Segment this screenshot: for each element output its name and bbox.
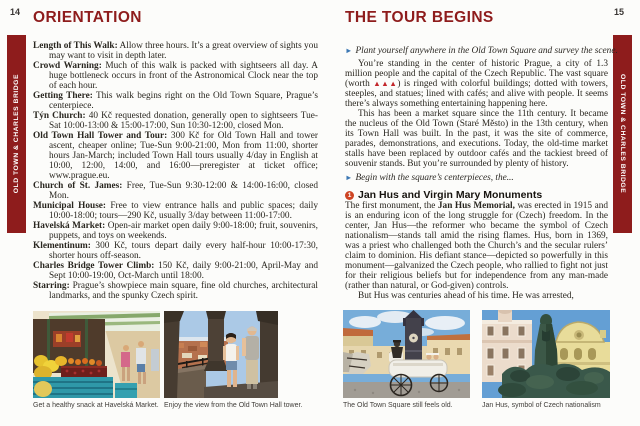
page-number-left: 14 [10,7,21,17]
orientation-entry [33,261,318,281]
entry-label: Starring: [33,281,70,291]
photo-jan-hus-statue [482,310,610,398]
orientation-entry [33,91,318,111]
tour-text [345,42,618,301]
direction-text: Begin with the square’s centerpieces, the... [355,173,514,183]
entry-label: Charles Bridge Tower Climb: [33,261,155,271]
entry-label: Municipal House: [33,201,107,211]
orientation-entry [33,111,318,131]
photo-town-hall-tower-view [164,311,278,398]
orientation-entry [33,131,318,181]
section-number-badge: 1 [345,191,354,200]
paragraph: But Hus was centuries ahead of his time. He was arrested, [358,291,574,301]
orientation-entry [33,41,318,61]
entry-text: Free to view entrance halls and public spaces; daily 10:00-18:00; tours—290 Kč, usually 3/day between 11:00-17:00. [49,201,319,221]
paragraph: This has been a market square since the 11th century. It became the nucleus of the Old Town (Staré Město) in the 13th century, when its Town Hall was built. In the past, it was the site of commerce, parades, demonstrations, and executions. Today, the old-time market stalls have been replaced by outdoor cafés and the tackiest breed of souvenir stands. But you’re surrounded by plenty of history. [345,109,608,169]
photo-caption: Get a healthy snack at Havelská Market. [33,402,159,409]
photo-havelska-market [33,311,160,398]
entry-text: Allow three hours. It’s a great overview of sights you may want to visit in depth later. [49,41,318,61]
entry-text: This walk begins right on the Old Town Square, Prague’s centerpiece. [49,91,318,111]
chapter-tab-right [613,35,632,233]
paragraph: The first monument, the Jan Hus Memorial, was erected in 1915 and is an enduring icon of the long struggle for (Czech) freedom. In the center, Jan Hus—the reformer who became the symbol of Czech nationalism—stands tall amid the rising flames. Hus, born in 1369, was a priest who challenged both the Church’s and the secular rulers’ claim to dominion. His defiant stance—depicted so powerfully in this monument—galvanized the Czech people, who rallied to fight not just for their religious beliefs but for independence from any man-made (rather than natural, or God-given) controls. [345,201,608,291]
paragraph: You’re standing in the center of historic Prague, a city of 1.3 million people and the capital of the Czech Republic. The vast square (worth ▲▲▲) is ringed with colorful buildings; dotted with towers, steeples, and statues; lined with cafés; and alive with people. It seems there’s always something entertaining happening here. [345,59,608,109]
walk-direction [345,46,618,56]
entry-label: Old Town Hall Tower and Tour: [33,131,168,141]
entry-label: Havelská Market: [33,221,106,231]
entry-label: Klementinum: [33,241,91,251]
entry-label: Týn Church: [33,111,86,121]
orientation-list [33,41,318,301]
chapter-tab-left [7,35,26,233]
entry-text: Much of this walk is packed with sightseers all day. A huge bottleneck occurs in front of the Astronomical Clock near the top of each hour. [49,61,319,91]
photo-caption: Jan Hus, symbol of Czech nationalism [482,402,601,409]
photo-caption: The Old Town Square still feels old. [343,402,453,409]
orientation-entry [33,61,318,91]
entry-text: 300 Kč, tours depart daily every half-hour 10:00-17:30, shorter hours off-season. [49,241,318,261]
orientation-entry [33,241,318,261]
entry-label: Getting There: [33,91,93,101]
entry-text: 40 Kč requested donation, generally open to sightseers Tue-Sat 10:00-13:00 & 15:00-17:00, Sun 10:30-12:00, closed Mon. [49,111,318,131]
entry-label: Church of St. James: [33,181,123,191]
rating-triangles: ▲▲▲ [373,79,398,88]
entry-text: Free, Tue-Sun 9:30-12:00 & 14:00-16:00, closed Mon. [49,181,319,201]
entry-text: Open-air market open daily 9:00-18:00; fruit, souvenirs, puppets, and toys on weekends. [49,221,318,241]
walk-direction [345,173,608,183]
entry-text: Prague’s showpiece main square, fine old churches, architectural landmarks, and the spunky Czech spirit. [49,281,318,301]
page-title-tour-begins: THE TOUR BEGINS [345,9,494,26]
direction-text: Plant yourself anywhere in the Old Town Square and survey the scene. [355,46,618,56]
entry-text: 300 Kč for Old Town Hall and tower ascent, cheaper online; Tue-Sun 9:00-21:00, Mon from 11:00, shorter hours Jan-March; included Town Hall tours usually 4/day in English at 10:00, 12:00, 14:00, and 16:00—preregister at ticket office; www.prague.eu. [49,131,319,181]
chapter-tab-label: OLD TOWN & CHARLES BRIDGE [619,74,626,194]
page-title-orientation: ORIENTATION [33,9,142,26]
section-heading [345,190,608,200]
orientation-entry [33,281,318,301]
photo-old-town-square-carriage [343,310,470,398]
page-number-right: 15 [614,7,625,17]
photo-caption: Enjoy the view from the Old Town Hall tower. [164,402,303,409]
entry-label: Crowd Warning: [33,61,102,71]
orientation-entry [33,201,318,221]
section-heading-text: Jan Hus and Virgin Mary Monuments [358,189,543,201]
entry-text: 150 Kč, daily 9:00-21:00, April-May and Sept 10:00-19:00, Oct-March until 18:00. [49,261,318,281]
orientation-entry [33,221,318,241]
direction-arrow-icon: ► [345,173,353,182]
chapter-tab-label: OLD TOWN & CHARLES BRIDGE [13,74,20,194]
direction-arrow-icon: ► [345,46,353,55]
entry-label: Length of This Walk: [33,41,118,51]
orientation-entry [33,181,318,201]
